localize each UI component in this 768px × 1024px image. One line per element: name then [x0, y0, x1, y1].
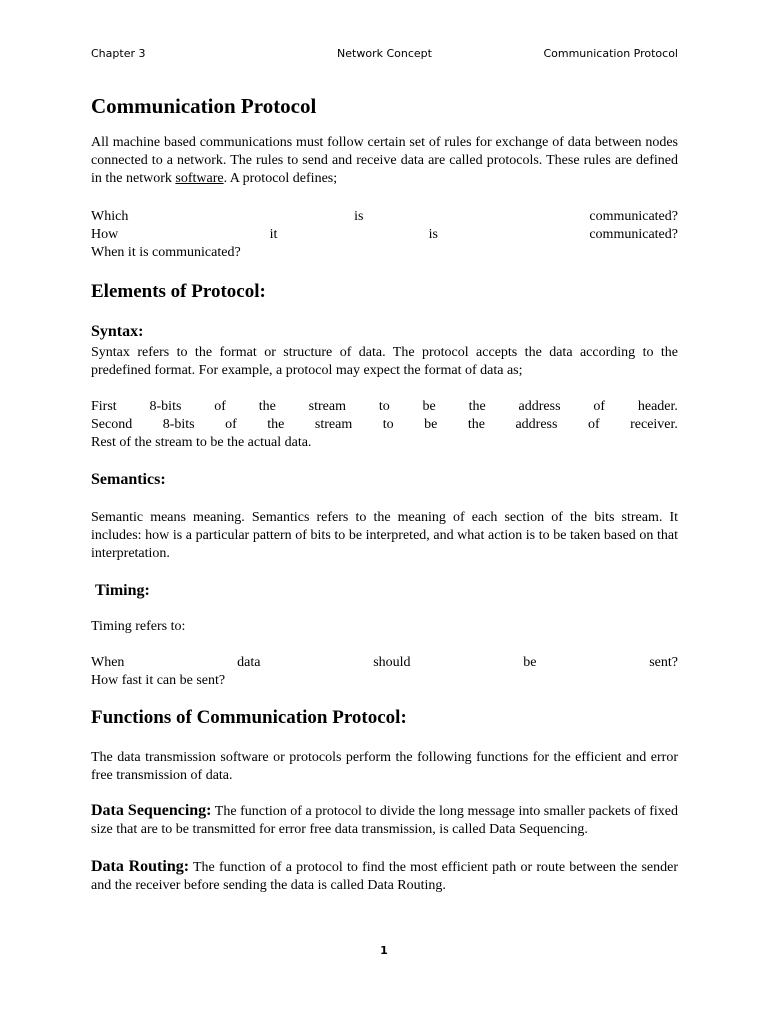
word: be [523, 654, 537, 670]
word: the [467, 417, 485, 433]
intro-text-end: . A protocol defines; [223, 171, 338, 187]
syntax-line-2 [91, 416, 678, 434]
defines-line-3: When it is communicated? [91, 244, 241, 260]
data-sequencing-paragraph [91, 802, 678, 839]
data-routing-term: Data Routing: [91, 857, 190, 875]
header-chapter: Chapter 3 [91, 47, 146, 60]
timing-paragraph: Timing refers to: [91, 618, 186, 634]
word: When [91, 654, 125, 670]
data-sequencing-term: Data Sequencing: [91, 802, 212, 820]
syntax-format-list [91, 398, 678, 452]
syntax-heading: Syntax: [91, 322, 144, 340]
word: to [378, 399, 390, 415]
word: 8-bits [162, 417, 195, 433]
word: the [258, 399, 276, 415]
header-subject: Network Concept [337, 47, 432, 60]
timing-heading: Timing: [95, 581, 150, 599]
data-sequencing-text: The function of a protocol to divide the long message into smaller packets of fixed size that are to be transmitted for error free data transmission, is called Data Sequencing. [91, 804, 678, 838]
word: communicated? [589, 208, 678, 224]
word: the [468, 399, 486, 415]
timing-line-2: How fast it can be sent? [91, 672, 226, 688]
word: stream [308, 399, 346, 415]
syntax-line-3: Rest of the stream to be the actual data. [91, 435, 312, 451]
word: of [593, 399, 606, 415]
page-title: Communication Protocol [91, 94, 317, 118]
page-header [91, 47, 678, 63]
word: the [267, 417, 285, 433]
header-topic: Communication Protocol [543, 47, 678, 60]
word: of [225, 417, 237, 433]
word: of [587, 417, 600, 433]
intro-text: All machine based communications must follow certain set of rules for exchange of data between nodes connected to a network. The rules to send and receive data are called protocols. These rules are defined in the network [91, 135, 678, 187]
page-content [91, 92, 678, 895]
word: data [237, 654, 261, 670]
software-link[interactable]: software [175, 171, 224, 187]
semantics-heading: Semantics: [91, 471, 166, 489]
word: it [269, 226, 278, 242]
timing-line-1 [91, 654, 678, 672]
word: How [91, 226, 119, 242]
word: of [214, 399, 226, 415]
word: stream [314, 417, 353, 433]
data-routing-text: The function of a protocol to find the most efficient path or route between the sender and the receiver before sending the data is called Data Routing. [91, 859, 678, 893]
word: be [424, 417, 438, 433]
word: to [382, 417, 394, 433]
page-number: 1 [380, 944, 388, 957]
word: be [422, 399, 436, 415]
timing-list [91, 654, 678, 690]
syntax-paragraph: Syntax refers to the format or structure of data. The protocol accepts the data according to the predefined format. For example, a protocol may expect the format of data as; [91, 344, 678, 378]
word: 8-bits [149, 399, 182, 415]
data-routing-paragraph [91, 858, 678, 895]
word: receiver. [630, 417, 678, 433]
defines-line-1 [91, 208, 678, 226]
word: sent? [649, 654, 678, 670]
word: Second [91, 417, 133, 433]
word: First [91, 399, 117, 415]
word: Which [91, 208, 129, 224]
semantics-paragraph: Semantic means meaning. Semantics refers to the meaning of each section of the bits stream. It includes: how is a particular pattern of bits to be interpreted, and what action is to be taken based on that interpretation. [91, 510, 678, 562]
word: communicated? [589, 226, 678, 242]
syntax-line-1 [91, 398, 678, 416]
functions-paragraph: The data transmission software or protocols perform the following functions for the efficient and error free transmission of data. [91, 749, 678, 784]
word: should [373, 654, 411, 670]
functions-heading: Functions of Communication Protocol: [91, 706, 407, 728]
protocol-defines-list [91, 208, 678, 262]
word: is [354, 208, 364, 224]
word: is [428, 226, 439, 242]
word: address [515, 417, 558, 433]
intro-paragraph [91, 134, 678, 189]
word: header. [637, 399, 678, 415]
word: address [518, 399, 561, 415]
defines-line-2 [91, 226, 678, 244]
elements-heading: Elements of Protocol: [91, 280, 266, 302]
